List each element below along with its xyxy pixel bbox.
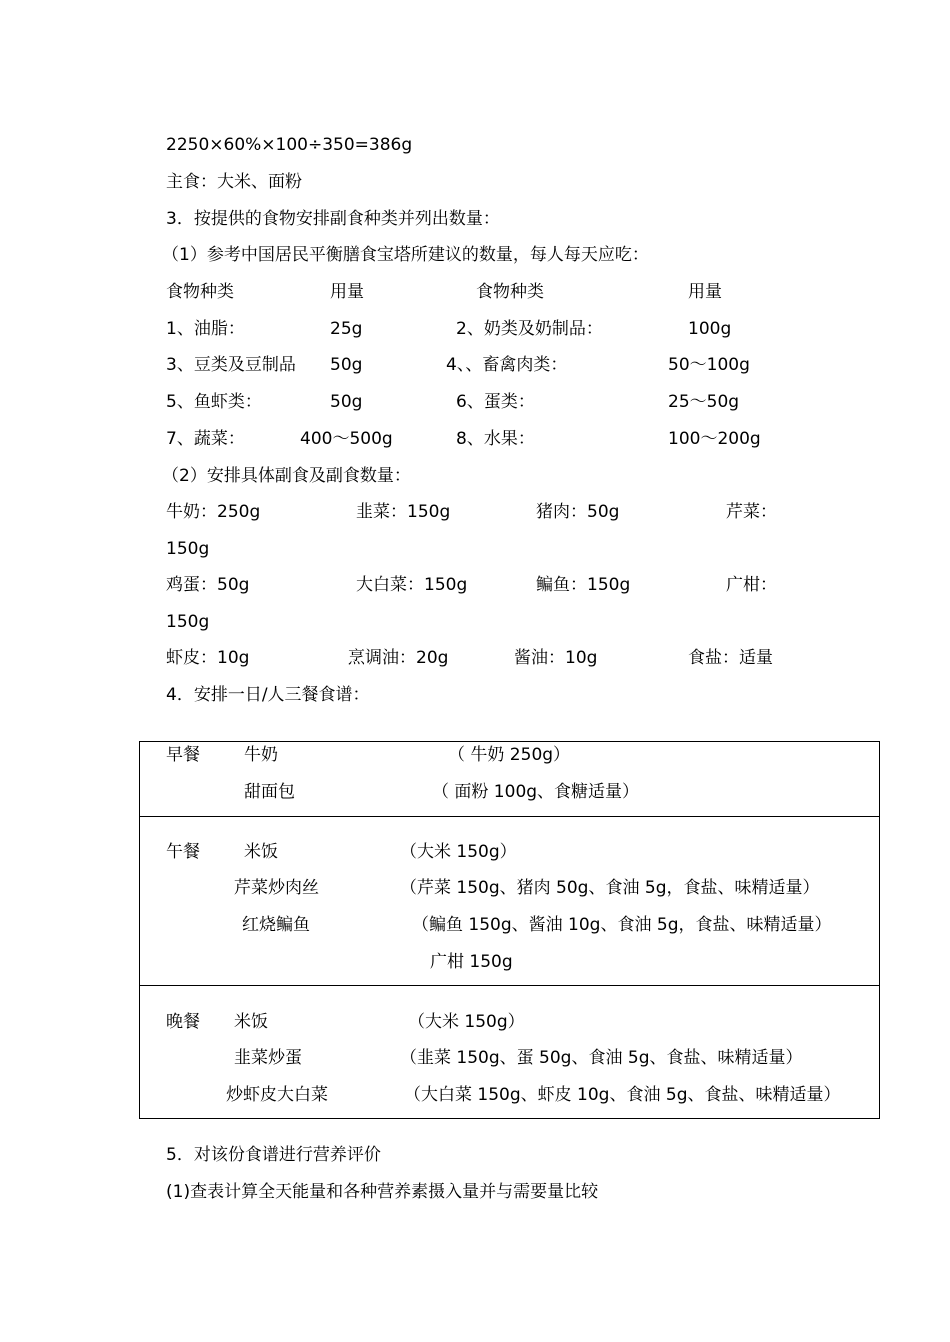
step3-1-heading: （1）参考中国居民平衡膳食宝塔所建议的数量，每人每天应吃： [162, 245, 649, 265]
side-food-item: 韭菜：150g [356, 502, 451, 522]
menu-dish: 米饭 [244, 842, 278, 862]
side-food-item: 鳊鱼：150g [536, 575, 631, 595]
step4-heading: 4．安排一日/人三餐食谱： [166, 685, 370, 705]
menu-detail: （鳊鱼 150g、酱油 10g、食油 5g，食盐、味精适量） [412, 915, 832, 935]
formula-line: 2250×60%×100÷350=386g [166, 135, 413, 155]
step3-heading: 3．按提供的食物安排副食种类并列出数量： [166, 209, 500, 229]
side-food-wrap: 150g [166, 539, 210, 559]
dinner-label: 晚餐 [166, 1012, 200, 1032]
menu-divider [139, 985, 880, 986]
side-food-item: 酱油：10g [514, 648, 598, 668]
side-food-item: 鸡蛋：50g [166, 575, 250, 595]
pagoda-header-amount-2: 用量 [688, 282, 722, 302]
menu-detail: （芹菜 150g、猪肉 50g、食油 5g，食盐、味精适量） [400, 878, 820, 898]
side-food-item: 猪肉：50g [536, 502, 620, 522]
side-food-item: 牛奶：250g [166, 502, 261, 522]
pagoda-header-amount: 用量 [330, 282, 364, 302]
pagoda-cell: 50g [330, 355, 363, 375]
menu-detail: （大米 150g） [400, 842, 517, 862]
pagoda-cell: 25g [330, 319, 363, 339]
pagoda-header-food-2: 食物种类 [476, 282, 544, 302]
side-food-item: 烹调油：20g [348, 648, 449, 668]
side-food-item: 虾皮：10g [166, 648, 250, 668]
menu-detail: （ 牛奶 250g） [448, 745, 571, 765]
menu-divider [139, 816, 880, 817]
pagoda-cell: 50g [330, 392, 363, 412]
menu-dish: 红烧鳊鱼 [242, 915, 310, 935]
lunch-label: 午餐 [166, 842, 200, 862]
pagoda-cell: 1、油脂： [166, 319, 245, 339]
pagoda-cell: 100～200g [668, 429, 761, 449]
pagoda-cell: 100g [688, 319, 732, 339]
menu-dish: 韭菜炒蛋 [234, 1048, 302, 1068]
menu-detail: （韭菜 150g、蛋 50g、食油 5g、食盐、味精适量） [400, 1048, 803, 1068]
pagoda-cell: 2、奶类及奶制品： [456, 319, 603, 339]
menu-dish: 米饭 [234, 1012, 268, 1032]
side-food-item: 大白菜：150g [356, 575, 468, 595]
menu-detail: （ 面粉 100g、食糖适量） [432, 782, 640, 802]
menu-dish: 炒虾皮大白菜 [226, 1085, 328, 1105]
pagoda-cell: 400～500g [300, 429, 393, 449]
menu-detail: （大白菜 150g、虾皮 10g、食油 5g、食盐、味精适量） [404, 1085, 841, 1105]
staple-line: 主食：大米、面粉 [166, 172, 302, 192]
menu-dish: 甜面包 [244, 782, 295, 802]
menu-dish: 牛奶 [244, 745, 278, 765]
side-food-item: 食盐：适量 [688, 648, 773, 668]
step5-1-heading: (1)查表计算全天能量和各种营养素摄入量并与需要量比较 [166, 1182, 599, 1202]
step3-2-heading: （2）安排具体副食及副食数量： [162, 466, 411, 486]
step5-heading: 5．对该份食谱进行营养评价 [166, 1145, 381, 1165]
pagoda-cell: 50～100g [668, 355, 750, 375]
pagoda-cell: 6、蛋类： [456, 392, 535, 412]
pagoda-cell: 7、蔬菜： [166, 429, 245, 449]
side-food-wrap: 150g [166, 612, 210, 632]
menu-dish: 芹菜炒肉丝 [234, 878, 319, 898]
side-food-item: 广柑： [726, 575, 777, 595]
pagoda-cell: 8、水果： [456, 429, 535, 449]
side-food-item: 芹菜： [726, 502, 777, 522]
pagoda-cell: 3、豆类及豆制品 [166, 355, 296, 375]
breakfast-label: 早餐 [166, 745, 200, 765]
menu-detail: （大米 150g） [408, 1012, 525, 1032]
pagoda-cell: 4、、畜禽肉类： [446, 355, 568, 375]
pagoda-cell: 25～50g [668, 392, 740, 412]
pagoda-cell: 5、鱼虾类： [166, 392, 262, 412]
menu-detail: 广柑 150g [430, 952, 513, 972]
pagoda-header-food: 食物种类 [166, 282, 234, 302]
